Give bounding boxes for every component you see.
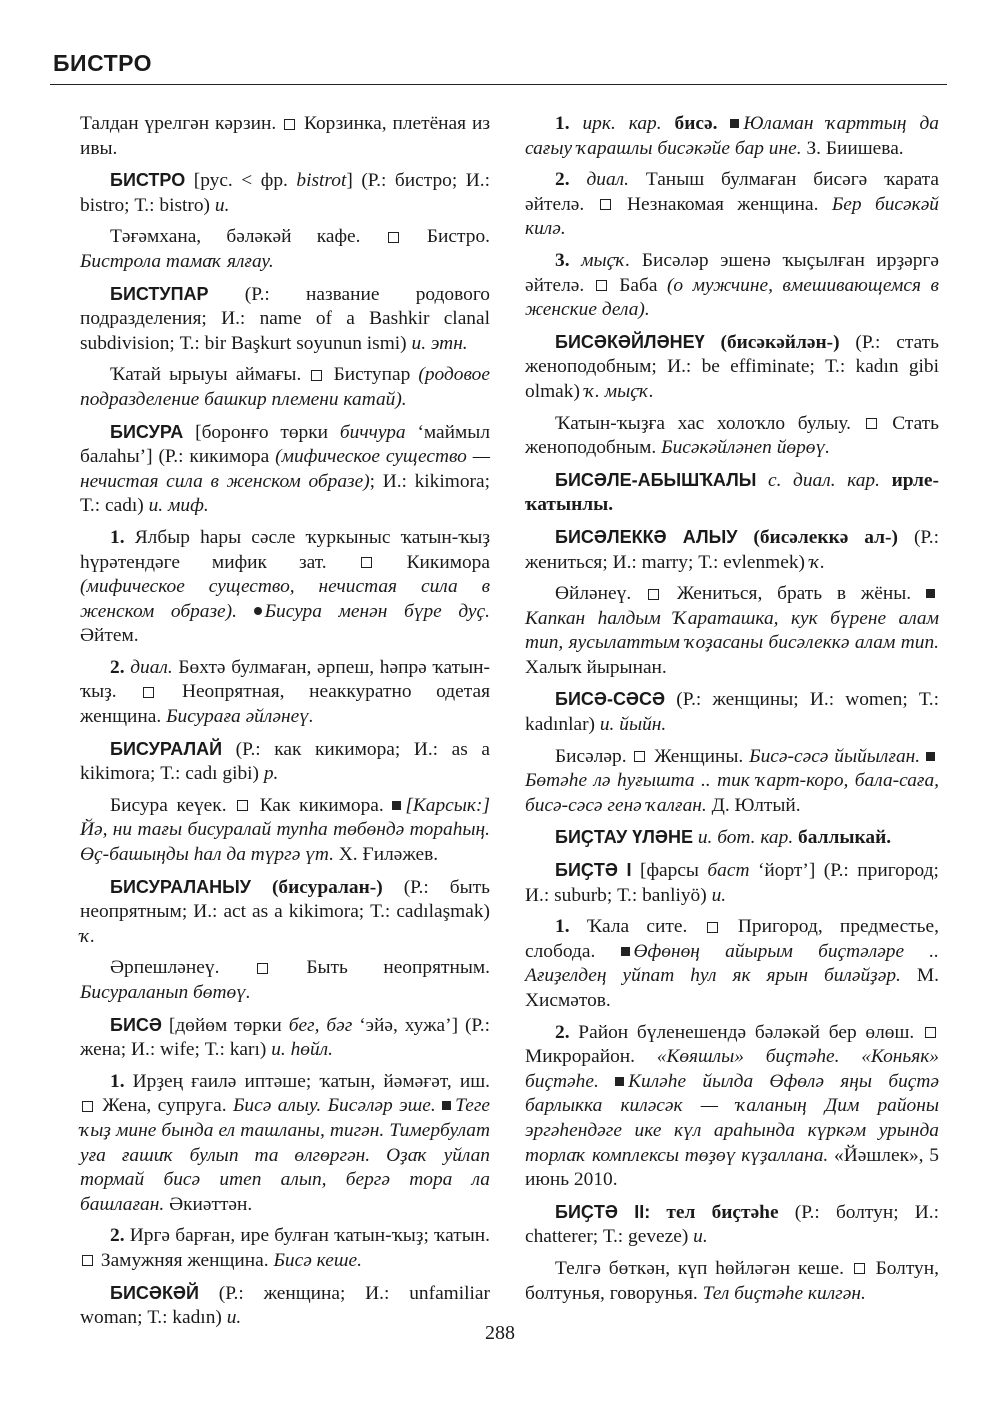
square-icon <box>854 1263 865 1274</box>
square-icon <box>143 687 154 698</box>
entry-biste-2: БИҪТӘ II: тел биҫтәһе (Р.: болтун; И.: chatterer; Т.: geveze) и. <box>525 1201 939 1248</box>
left-column <box>80 112 490 1338</box>
headword: БИСӘЛЕККӘ АЛЫУ <box>555 526 738 547</box>
entry-bisele-abyshkaly: БИСӘЛЕ-АБЫШҠАЛЫ с. диал. кар. ирле-ҡатынлы. <box>525 469 939 516</box>
headword: БИСӘКӘЙ <box>110 1282 199 1303</box>
black-square-icon <box>926 752 935 761</box>
entry-bistupar: БИСТУПАР (Р.: название родового подразделения; И.: name of a Bashkir clanal subdivision; Т.: bir Başkurt soyunun ismi) и. этн. <box>80 283 490 354</box>
square-icon <box>648 589 659 600</box>
entry-text: Өйләнеү. Жениться, брать в жёны. Капкан һалдым Ҡараташка, кук бүрене алам тип, яусылаттым ҡоҙасаны бисәлеккә алам тип. Халыҡ йырынан. <box>525 583 939 678</box>
right-column <box>525 112 939 1313</box>
square-icon <box>284 119 295 130</box>
black-square-icon <box>621 947 630 956</box>
headword: БИСӘЛЕ-АБЫШҠАЛЫ <box>555 469 757 490</box>
square-icon <box>388 232 399 243</box>
bullet-icon <box>254 607 262 615</box>
headword: БИСӘКӘЙЛӘНЕҮ <box>555 331 705 352</box>
headword: БИСУРАЛАНЫУ <box>110 876 251 897</box>
headword: БИҪТӘ I <box>555 860 632 881</box>
headword: БИҪТАУ ҮЛӘНЕ <box>555 827 693 848</box>
entry-text: 3. мыҫҡ. Бисәләр эшенә ҡыҫылған ирҙәргә әйтелә. Баба (о мужчине, вмешивающемся в женские дела). <box>525 249 939 321</box>
entry-text: Телгә бөткән, күп һөйләгән кеше. Болтун, болтунья, говорунья. Тел биҫтәһе килгән. <box>525 1257 939 1304</box>
headword: БИСӘ <box>110 1014 162 1035</box>
entry-text: Ҡатай ырыуы аймағы. Биступар (родовое подразделение башкир племени катай). <box>80 364 490 410</box>
entry-text: 1. Ирҙең ғаилә иптәше; ҡатын, йәмәғәт, иш. Жена, супруга. Бисә алыу. Бисәләр эше. Теге ҡыҙ мине бында ел ташланы, тигән. Тимербулат уға ғашиҡ булып та өлгөргән. Оҙаҡ уйлап тормай бисә итеп алып, бергә тора ла башлаған. Әкиәттән. <box>80 1070 490 1215</box>
black-square-icon <box>392 801 401 810</box>
headword: БИСӘ-СӘСӘ <box>555 689 666 710</box>
entry-bisuralai: БИСУРАЛАЙ (Р.: как кикимора; И.: as a kikimora; Т.: cadı gibi) р. <box>80 738 490 785</box>
headword: БИСУРА <box>110 421 184 442</box>
black-square-icon <box>926 589 935 598</box>
entry-bistau-ulene: БИҪТАУ ҮЛӘНЕ и. бот. кар. баллыкай. <box>555 827 892 849</box>
entry-bise-sese: БИСӘ-СӘСӘ (Р.: женщины; И.: women; Т.: kadınlar) и. йыйн. <box>525 689 940 736</box>
entry-text: 2. диал. Бөхтә булмаған, әрпеш, һәпрә ҡатын-ҡыҙ. Неопрятная, неаккуратно одетая женщина. Бисураға әйләнеү. <box>80 656 490 728</box>
square-icon <box>600 199 611 210</box>
entry-bisekei: БИСӘКӘЙ (Р.: женщина; И.: unfamiliar woman; Т.: kadın) и. <box>80 1282 490 1329</box>
entry-text: Ҡатын-ҡыҙға хас холоҡло булыу. Стать женоподобным. Бисәкәйләнеп йөрөү. <box>525 412 939 459</box>
headword: БИСУРАЛАЙ <box>110 738 223 759</box>
square-icon <box>82 1255 93 1266</box>
square-icon <box>82 1101 93 1112</box>
entry-text: 1. ирк. кар. бисә. Юламан ҡарттың да сағыу ҡарашлы бисәкәйе бар ине. З. Биишева. <box>525 113 939 159</box>
square-icon <box>596 280 607 291</box>
entry-text: Тәғәмхана, бәләкәй кафе. Бистро. Бистрола тамаҡ ялғау. <box>80 226 490 272</box>
black-square-icon <box>730 119 739 128</box>
entry-text: 2. Иргә барған, ире булған ҡатын-ҡыҙ; ҡатын. Замужняя женщина. Бисә кеше. <box>80 1224 490 1273</box>
entry-text: 1. Ялбыр һары сәсле ҡуркыныс ҡатын-ҡыҙ һүрәтендәге мифик зат. Кикимора (мифическое существо, нечистая сила в женском образе). Бисура менән бүре дуҫ. Әйтем. <box>80 526 490 647</box>
entry-bistro: БИСТРО [рус. < фр. bistrot] (Р.: бистро; И.: bistro; Т.: bistro) и. <box>80 170 490 216</box>
square-icon <box>866 418 877 429</box>
entry-bisekeilenyu: БИСӘКӘЙЛӘНЕҮ (бисәкәйлән-) (Р.: стать женоподобным; И.: be effiminate; Т.: kadın gibi olmak) ҡ. мыҫҡ. <box>525 331 939 402</box>
headword: БИСТРО <box>110 170 186 191</box>
header-rule <box>50 84 947 85</box>
entry-bise: БИСӘ [дөйөм төрки бег, бәг ‘эйә, хужа’] (Р.: жена; И.: wife; Т.: karı) и. һөйл. <box>80 1014 490 1061</box>
entry-text: 2. Район бүленешендә бәләкәй бер өлөш. Микрорайон. «Көяшлы» биҫтәһе. «Коньяк» биҫтәһе. Киләһе йылда Өфөлә яңы биҫтә барлыкка киләсәк — ҡаланың Дим районы эргәһендәге ике күл араһында күркәм урында торлаҡ комплексы төҙөү күҙаллана. «Йәшлек», 5 июнь 2010. <box>525 1021 940 1191</box>
square-icon <box>311 370 322 381</box>
entry-biste-1: БИҪТӘ I [фарсы баст ‘йорт’] (Р.: пригород; И.: suburb; Т.: banliyö) и. <box>525 860 939 906</box>
square-icon <box>237 800 248 811</box>
entry-bisura: БИСУРА [боронғо төрки биччура ‘маймыл балаһы’] (Р.: кикимора (мифическое существо — нечистая сила в женском образе); И.: kikimora; Т.: cadı) и. миф. <box>80 421 490 517</box>
page-number: 288 <box>485 1322 515 1344</box>
entry-bisuralanyu: БИСУРАЛАНЫУ (бисуралан-) (Р.: быть неопрятным; И.: act as a kikimora; Т.: cadılaşmak) ҡ. <box>80 876 490 947</box>
entry-text: Бисура кеүек. Как кикимора. [Карсык:] Йә, ни тағы бисуралай тупһа төбөндә тораһың. Өҫ-башыңды һал да түргә үт. Х. Ғиләжев. <box>80 794 490 866</box>
square-icon <box>257 963 268 974</box>
headword: БИСТУПАР <box>110 283 209 304</box>
headword: БИҪТӘ II: <box>555 1201 651 1222</box>
square-icon <box>925 1027 936 1038</box>
entry-text: Талдан үрелгән кәрзин. Корзинка, плетёная из ивы. <box>80 113 490 159</box>
square-icon <box>634 751 645 762</box>
entry-text: Бисәләр. Женщины. Бисә-сәсә йыйылған. Бөтәһе лә һуғышта .. тик ҡарт-коро, бала-саға, бисә-сәсә генә ҡалған. Д. Юлтый. <box>525 745 939 816</box>
square-icon <box>361 557 372 568</box>
black-square-icon <box>442 1101 451 1110</box>
square-icon <box>707 922 718 933</box>
entry-text: 2. диал. Таныш булмаған бисәгә ҡарата әйтелә. Незнакомая женщина. Бер бисәкәй килә. <box>525 169 940 240</box>
running-head: БИСТРО <box>53 50 153 76</box>
entry-biselekke-alyu: БИСӘЛЕККӘ АЛЫУ (бисәлеккә ал-) (Р.: жениться; И.: marry; Т.: evlenmek) ҡ. <box>525 526 939 573</box>
entry-text: Әрпешләнеү. Быть неопрятным. Бисураланып бөтөү. <box>80 957 490 1003</box>
entry-text: 1. Ҡала сите. Пригород, предместье, слобода. Өфөнөң айырым биҫтәләре .. Ағиҙелдең уйпат һул як ярын биләйҙәр. М. Хисмәтов. <box>525 916 939 1011</box>
black-square-icon <box>615 1077 624 1086</box>
